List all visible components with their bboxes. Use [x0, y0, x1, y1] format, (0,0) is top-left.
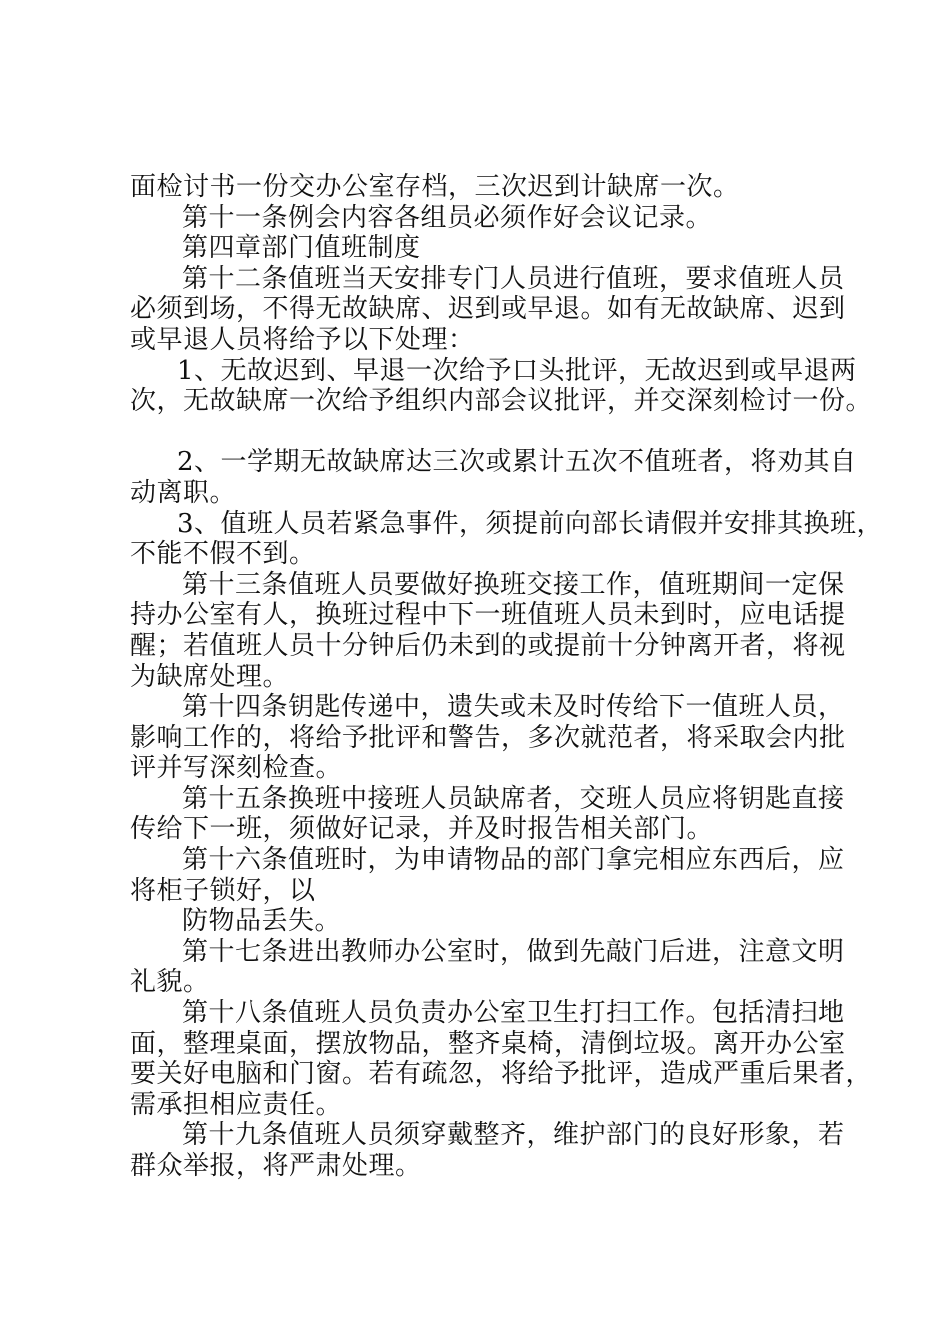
text-line: 3、值班人员若紧急事件，须提前向部长请假并安排其换班， [177, 508, 884, 539]
text-line: 将柜子锁好，以 [130, 875, 316, 906]
text-line: 传给下一班，须做好记录，并及时报告相关部门。 [130, 814, 714, 845]
text-line: 第十二条值班当天安排专门人员进行值班，要求值班人员 [182, 263, 845, 294]
text-line: 礼貌。 [130, 967, 210, 998]
blank-line [130, 417, 850, 448]
text-line: 第十七条进出教师办公室时，做到先敲门后进，注意文明 [182, 936, 845, 967]
text-line: 第十四条钥匙传递中，遗失或未及时传给下一值班人员， [182, 692, 845, 723]
text-line: 2、一学期无故缺席达三次或累计五次不值班者，将劝其自 [177, 447, 857, 478]
text-line: 群众举报，将严肃处理。 [130, 1151, 422, 1181]
text-line: 第十一条例会内容各组员必须作好会议记录。 [182, 202, 713, 233]
text-line: 第十五条换班中接班人员缺席者，交班人员应将钥匙直接 [182, 783, 845, 814]
chapter-heading: 第四章部门值班制度 [182, 233, 421, 264]
text-line: 为缺席处理。 [130, 661, 290, 692]
text-line: 影响工作的，将给予批评和警告，多次就范者，将采取会内批 [130, 722, 846, 753]
text-line: 需承担相应责任。 [130, 1089, 343, 1120]
text-line: 醒；若值班人员十分钟后仍未到的或提前十分钟离开者，将视 [130, 630, 846, 661]
text-line: 面，整理桌面，摆放物品，整齐桌椅，清倒垃圾。离开办公室 [130, 1028, 846, 1059]
text-line: 评并写深刻检查。 [130, 753, 343, 784]
text-line: 防物品丢失。 [182, 906, 342, 937]
text-line: 动离职。 [130, 477, 237, 508]
text-line: 第十九条值班人员须穿戴整齐，维护部门的良好形象，若 [182, 1120, 845, 1151]
text-line: 次，无故缺席一次给予组织内部会议批评，并交深刻检讨一份。 [130, 386, 873, 417]
text-line: 持办公室有人，换班过程中下一班值班人员未到时，应电话提 [130, 600, 846, 631]
text-line: 面检讨书一份交办公室存档，三次迟到计缺席一次。 [130, 172, 740, 202]
text-line: 1、无故迟到、早退一次给予口头批评，无故迟到或早退两 [177, 355, 857, 386]
text-line: 不能不假不到。 [130, 539, 316, 570]
text-line: 或早退人员将给予以下处理： [130, 324, 475, 355]
text-line: 第十三条值班人员要做好换班交接工作，值班期间一定保 [182, 569, 845, 600]
text-line: 第十八条值班人员负责办公室卫生打扫工作。包括清扫地 [182, 998, 845, 1029]
text-line: 第十六条值班时，为申请物品的部门拿完相应东西后，应 [182, 845, 845, 876]
text-line: 要关好电脑和门窗。若有疏忽，将给予批评，造成严重后果者， [130, 1059, 873, 1090]
document-body [130, 172, 884, 1182]
text-line: 必须到场，不得无故缺席、迟到或早退。如有无故缺席、迟到 [130, 294, 846, 325]
